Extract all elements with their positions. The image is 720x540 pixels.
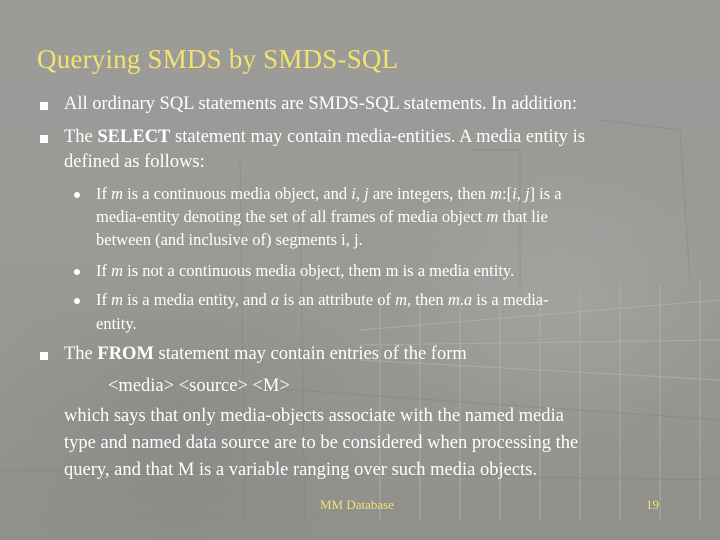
var-m: m (447, 290, 460, 309)
sub-bullet-3-line-1 (96, 290, 549, 310)
var-a: a (463, 290, 473, 309)
text-span: If (96, 184, 112, 203)
round-bullet-icon (74, 192, 80, 198)
var-m: m (395, 290, 408, 309)
text-span: are integers, then (368, 184, 491, 203)
sub-bullet-1-line-2 (96, 207, 548, 227)
var-j: j (364, 184, 369, 203)
select-keyword: SELECT (97, 127, 171, 147)
bullet-3-line-4: type and named data source are to be considered when processing the (64, 433, 579, 453)
bullet-3-line-1 (64, 344, 467, 365)
text-span: :[ (502, 184, 513, 203)
text-span: If (96, 290, 112, 309)
text-span: ] is a (529, 184, 562, 203)
text-span: is an attribute of (279, 290, 396, 309)
bullet-1-text: All ordinary SQL statements are SMDS-SQL statements. In addition: (64, 94, 577, 114)
var-a: a (270, 290, 280, 309)
text-span: is a media entity, and (123, 290, 271, 309)
var-i: i (512, 184, 517, 203)
bullet-3-syntax: <media> <source> <M> (108, 376, 290, 396)
page-number: 19 (646, 497, 659, 512)
text-span: , then (407, 290, 448, 309)
sub-bullet-1-line-3: between (and inclusive of) segments i, j. (96, 230, 363, 249)
var-i: i (351, 184, 356, 203)
text-span: If (96, 261, 112, 280)
bullet-2-text: The (64, 127, 98, 147)
var-m: m (111, 184, 124, 203)
slide-title: Querying SMDS by SMDS-SQL (37, 44, 399, 74)
square-bullet-icon (40, 135, 48, 143)
bullet-2-text: statement may contain media-entities. A media entity is (170, 127, 586, 147)
var-m: m (111, 290, 124, 309)
var-j: j (524, 184, 530, 203)
text-span: , (516, 184, 525, 203)
text-span: . (459, 290, 464, 309)
text-span: is a media- (472, 290, 549, 309)
text-span: media-entity denoting the set of all frames of media object (96, 207, 487, 226)
square-bullet-icon (40, 102, 48, 110)
text-span: , (355, 184, 365, 203)
sub-bullet-3-line-2: entity. (96, 314, 137, 333)
text-span: is not a continuous media object, them m is a media entity. (123, 261, 515, 280)
text-span: The (64, 344, 98, 364)
text-span: is a continuous media object, and (123, 184, 352, 203)
from-keyword: FROM (97, 344, 154, 364)
var-m: m (111, 261, 124, 280)
var-m: m (486, 207, 499, 226)
text-span: that lie (498, 207, 548, 226)
square-bullet-icon (40, 352, 48, 360)
bullet-3-line-5: query, and that M is a variable ranging over such media objects. (64, 460, 537, 480)
round-bullet-icon (74, 298, 80, 304)
round-bullet-icon (74, 269, 80, 275)
bullet-3-line-3: which says that only media-objects associate with the named media (64, 406, 564, 426)
bullet-2-line-1 (64, 127, 585, 148)
sub-bullet-2-text (96, 261, 514, 281)
var-m: m (490, 184, 503, 203)
footer-label: MM Database (320, 497, 395, 512)
text-span: statement may contain entries of the form (153, 344, 467, 364)
sub-bullet-1-line-1 (96, 184, 562, 204)
bullet-2-line-2: defined as follows: (64, 152, 205, 172)
